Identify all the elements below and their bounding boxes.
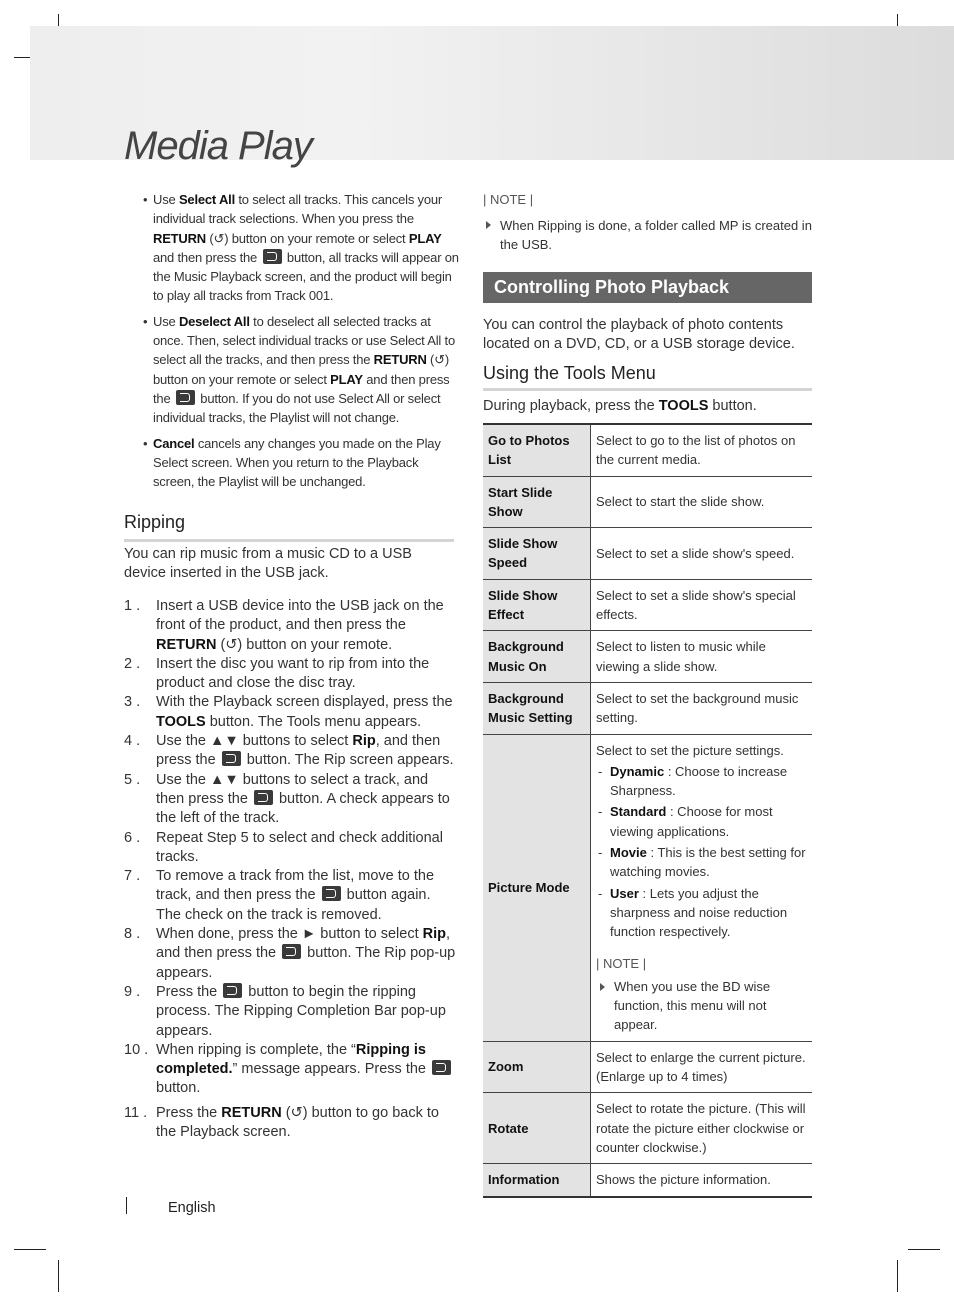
crop-mark xyxy=(897,1260,898,1292)
text: Repeat Step 5 to select and check additional tracks. xyxy=(156,829,443,865)
text: : This is the best setting for watching movies. xyxy=(610,845,806,880)
table-row xyxy=(483,579,812,631)
step-item xyxy=(124,983,458,1041)
step-number: 9 . xyxy=(124,983,141,1000)
text: , and then press the xyxy=(156,733,441,769)
step-item xyxy=(124,829,458,868)
text: and then press the xyxy=(153,249,261,265)
table-row xyxy=(483,476,812,528)
step-item xyxy=(124,771,458,829)
text: (↺) button on your remote or select xyxy=(153,352,450,387)
option-description: Select to go to the list of photos on the current media. xyxy=(591,424,813,476)
step-number: 4 . xyxy=(124,733,141,750)
step-number: 8 . xyxy=(124,926,141,943)
enter-button-icon xyxy=(322,886,341,901)
option-description: Select to set the background music setting. xyxy=(591,682,813,734)
step-item xyxy=(124,867,458,925)
enter-button-icon xyxy=(222,751,241,766)
bold-term: RETURN xyxy=(373,352,427,368)
enter-button-icon xyxy=(432,1060,451,1075)
text: button. xyxy=(156,1080,201,1097)
text: (↺) button on your remote or select xyxy=(205,230,409,246)
step-item xyxy=(124,732,458,771)
tools-menu-heading: Using the Tools Menu xyxy=(483,363,812,391)
text: When ripping is complete, the “ xyxy=(156,1041,356,1058)
bold-term: RETURN xyxy=(153,230,206,246)
tools-menu-table xyxy=(483,423,812,1198)
text: and then press the xyxy=(153,371,450,406)
option-description xyxy=(591,734,813,1041)
text: button to begin the ripping process. The Ripping Completion Bar pop-up appears. xyxy=(156,983,446,1039)
page-title: Media Play xyxy=(124,124,312,168)
text: Use the ▲▼ buttons to select a track, and then press the xyxy=(156,771,429,807)
text: (↺) button to go back to the Playback screen. xyxy=(156,1104,439,1141)
text: button. The Tools menu appears. xyxy=(205,713,422,730)
picture-mode-options xyxy=(596,762,807,942)
crop-mark xyxy=(908,1249,940,1250)
step-number: 7 . xyxy=(124,868,141,885)
step-item xyxy=(124,1041,458,1099)
bold-term: Movie xyxy=(610,845,647,861)
step-number: 5 . xyxy=(124,771,141,788)
note-label: | NOTE | xyxy=(596,955,647,971)
text: (↺) button on your remote. xyxy=(216,636,393,653)
bold-term: Deselect All xyxy=(178,313,250,329)
bold-term: Dynamic xyxy=(610,763,665,779)
option-name: Slide Show Speed xyxy=(483,528,591,580)
option-description: Select to listen to music while viewing a slide show. xyxy=(591,631,813,683)
step-item xyxy=(124,597,458,655)
text: Press the xyxy=(156,983,222,1000)
text: button, all tracks will appear on the Music Playback screen, and the product will begin to play all tracks from Track 001. xyxy=(153,249,459,304)
text: Insert a USB device into the USB jack on the front of the product, and then press the xyxy=(156,598,444,634)
list-item xyxy=(596,843,807,882)
step-item xyxy=(124,655,458,694)
table-row xyxy=(483,528,812,580)
table-row xyxy=(483,682,812,734)
bold-term: Rip xyxy=(352,733,376,750)
option-description: Shows the picture information. xyxy=(591,1164,813,1197)
text: Use xyxy=(153,313,179,329)
text: ” message appears. Press the xyxy=(232,1061,431,1078)
step-number: 2 . xyxy=(124,655,141,672)
text: During playback, press the xyxy=(483,398,659,414)
text: button again. The check on the track is removed. xyxy=(156,887,431,923)
list-item xyxy=(141,434,459,492)
tools-menu-intro xyxy=(483,397,812,416)
text: Select to set the picture settings. xyxy=(596,742,784,758)
text: to deselect all selected tracks at once. Then, select individual tracks or use Select All to select all the tracks, and then press the xyxy=(153,313,455,368)
option-description: Select to enlarge the current picture. (Enlarge up to 4 times) xyxy=(591,1041,813,1093)
step-item xyxy=(124,925,458,983)
bold-term: PLAY xyxy=(408,230,442,246)
bold-term: TOOLS xyxy=(156,713,206,730)
text: cancels any changes you made on the Play Select screen. When you return to the Playback screen, the Playlist will be unchanged. xyxy=(153,435,441,490)
bold-term: Ripping is completed. xyxy=(156,1041,426,1078)
text: button. The Rip pop-up appears. xyxy=(156,945,456,981)
crop-mark xyxy=(14,1249,46,1250)
note-text: When you use the BD wise function, this menu will not appear. xyxy=(596,977,807,1035)
option-name: Background Music On xyxy=(483,631,591,683)
bold-term: RETURN xyxy=(156,636,217,653)
note-label: | NOTE | xyxy=(483,192,534,207)
text: to select all tracks. This cancels your individual track selections. When you press the xyxy=(153,192,443,227)
text: Press the xyxy=(156,1104,222,1121)
bold-term: Standard xyxy=(610,804,667,820)
text: : Choose for most viewing applications. xyxy=(610,804,773,839)
text: Insert the disc you want to rip from into the product and close the disc tray. xyxy=(156,655,430,692)
table-row xyxy=(483,1093,812,1164)
photo-playback-heading: Controlling Photo Playback xyxy=(483,272,812,303)
text: When done, press the ► button to select xyxy=(156,926,423,943)
option-description: Select to set a slide show's special effects. xyxy=(591,579,813,631)
enter-button-icon xyxy=(282,944,301,959)
option-name: Rotate xyxy=(483,1093,591,1164)
footer-language: English xyxy=(168,1200,216,1216)
text: button. A check appears to the left of the track. xyxy=(156,790,450,827)
bold-term: Cancel xyxy=(153,435,195,451)
bold-term: Select All xyxy=(178,192,235,207)
text: button. The Rip screen appears. xyxy=(242,752,454,769)
photo-playback-intro: You can control the playback of photo contents located on a DVD, CD, or a USB storage device. xyxy=(483,317,795,353)
step-item xyxy=(124,693,458,732)
note-text: When Ripping is done, a folder called MP is created in the USB. xyxy=(483,216,812,254)
text: : Lets you adjust the sharpness and noise reduction function respectively. xyxy=(610,885,788,940)
table-row xyxy=(483,1041,812,1093)
option-description: Select to start the slide show. xyxy=(591,476,813,528)
step-number: 1 . xyxy=(124,598,141,614)
bold-term: TOOLS xyxy=(658,398,709,414)
ripping-heading: Ripping xyxy=(124,512,454,542)
text: Use the ▲▼ buttons to select xyxy=(156,733,353,750)
text: With the Playback screen displayed, press the xyxy=(156,694,453,711)
list-item xyxy=(596,762,807,801)
ripping-steps xyxy=(124,597,458,1142)
ripping-intro: You can rip music from a music CD to a USB device inserted in the USB jack. xyxy=(124,546,412,582)
option-name: Start Slide Show xyxy=(483,476,591,528)
bold-term: RETURN xyxy=(221,1104,282,1121)
text: To remove a track from the list, move to the track, and then press the xyxy=(156,868,435,904)
option-name: Zoom xyxy=(483,1041,591,1093)
table-row xyxy=(483,424,812,476)
step-item xyxy=(124,1104,458,1143)
option-name: Information xyxy=(483,1164,591,1197)
page-side-mark xyxy=(126,1197,127,1214)
table-row xyxy=(483,1164,812,1197)
step-number: 3 . xyxy=(124,694,141,711)
table-row xyxy=(483,734,812,1041)
option-name: Go to Photos List xyxy=(483,424,591,476)
table-row xyxy=(483,631,812,683)
enter-button-icon xyxy=(263,249,282,264)
text: button. xyxy=(708,398,757,414)
enter-button-icon xyxy=(176,390,195,405)
text: : Choose to increase Sharpness. xyxy=(610,763,788,799)
step-number: 6 . xyxy=(124,829,141,846)
option-description: Select to rotate the picture. (This will rotate the picture either clockwise or counter clockwise.) xyxy=(591,1093,813,1164)
text: Use xyxy=(153,192,179,207)
option-description: Select to set a slide show's speed. xyxy=(591,528,813,580)
text: button. If you do not use Select All or select individual tracks, the Playlist will not change. xyxy=(153,390,441,426)
enter-button-icon xyxy=(254,790,273,805)
crop-mark xyxy=(58,1260,59,1292)
step-number: 11 . xyxy=(124,1104,148,1121)
option-name: Picture Mode xyxy=(483,734,591,1041)
list-item xyxy=(141,190,459,306)
option-name: Background Music Setting xyxy=(483,682,591,734)
list-item xyxy=(596,884,807,942)
list-item xyxy=(596,802,807,841)
bold-term: PLAY xyxy=(330,371,363,387)
list-item xyxy=(141,312,459,428)
track-options-list xyxy=(141,190,459,497)
step-number: 10 . xyxy=(124,1041,149,1058)
option-name: Slide Show Effect xyxy=(483,579,591,631)
text: , and then press the xyxy=(156,926,451,962)
bold-term: Rip xyxy=(422,926,447,943)
enter-button-icon xyxy=(223,983,242,998)
bold-term: User xyxy=(610,885,639,901)
